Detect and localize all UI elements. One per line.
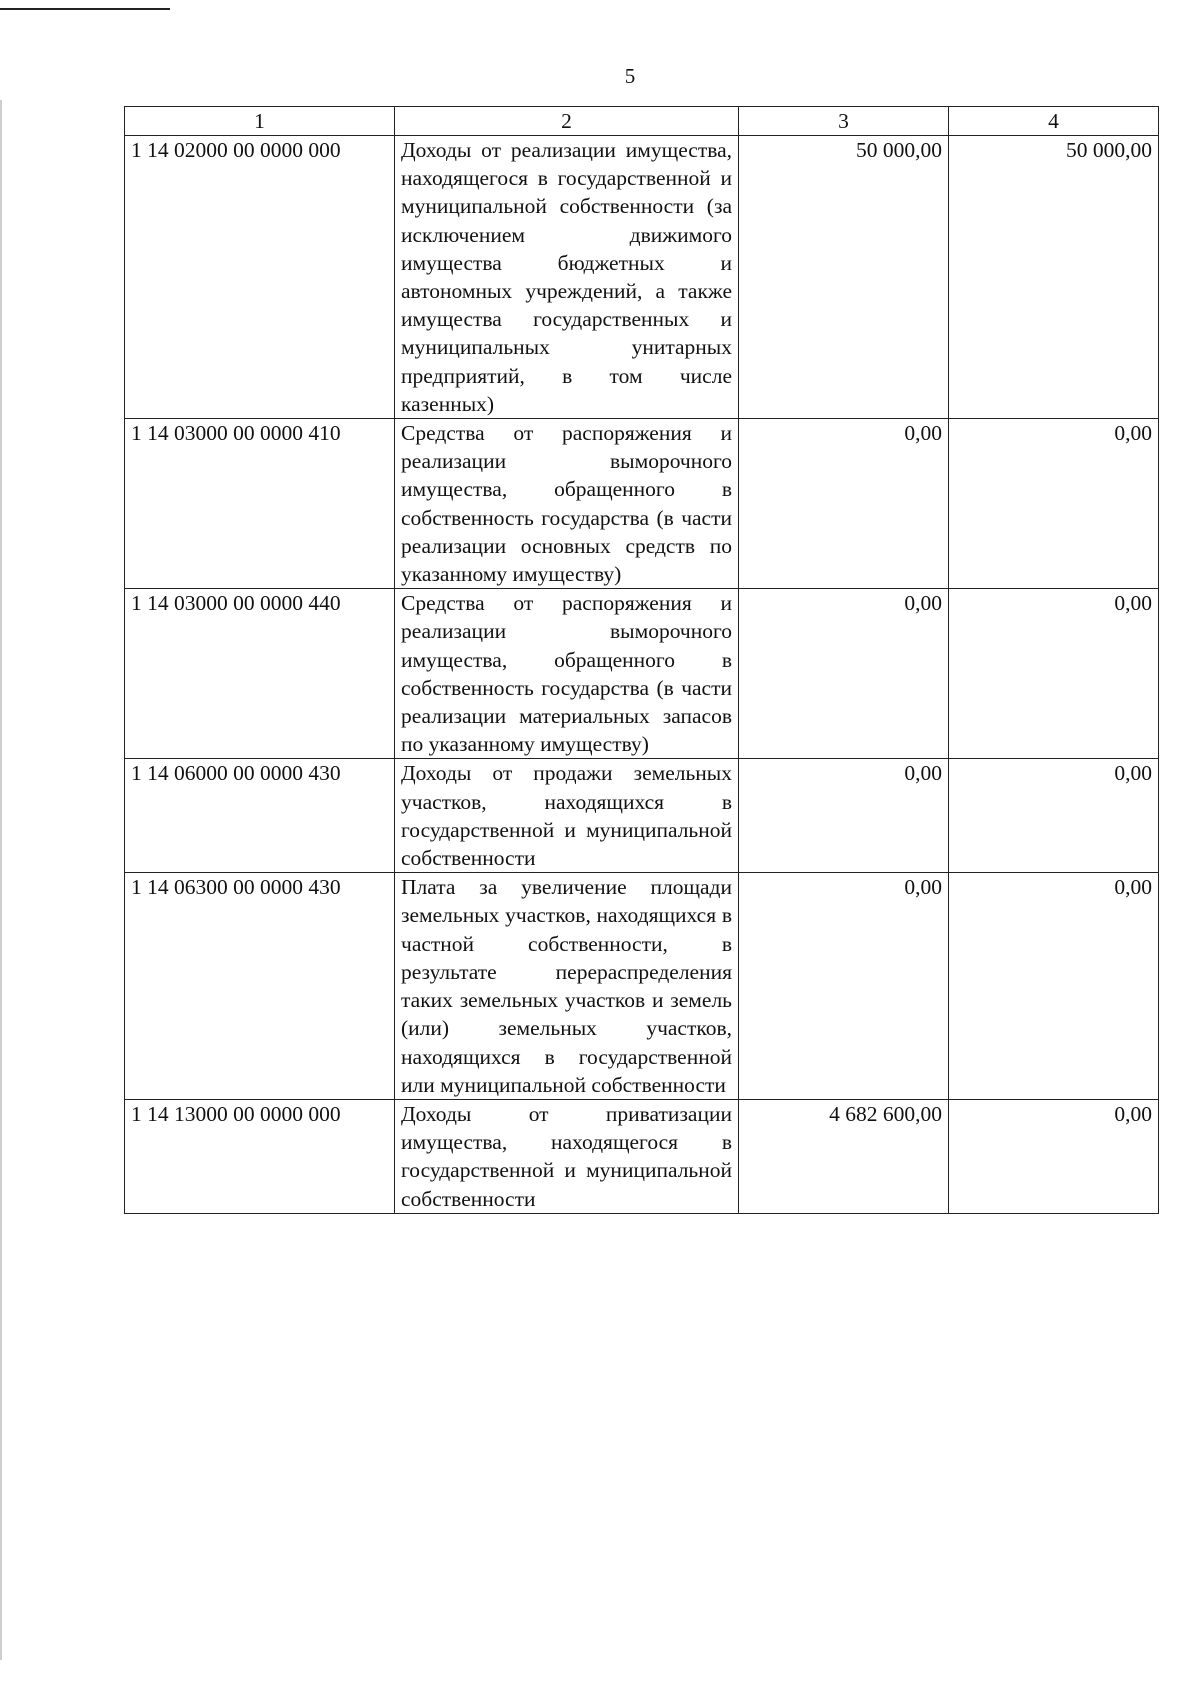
- amount-col-4: 0,00: [949, 873, 1159, 1100]
- scan-edge-mark: [0, 8, 170, 10]
- revenue-code: 1 14 13000 00 0000 000: [125, 1099, 395, 1213]
- revenue-description: Доходы от продажи земельных участков, находящихся в государственной и муниципальной собственности: [395, 759, 739, 873]
- amount-col-4: 50 000,00: [949, 136, 1159, 419]
- table-row: [125, 419, 1159, 589]
- table-body: [125, 136, 1159, 1214]
- header-col-2: 2: [395, 107, 739, 136]
- revenue-code: 1 14 06000 00 0000 430: [125, 759, 395, 873]
- revenue-description: Средства от распоряжения и реализации выморочного имущества, обращенного в собственность государства (в части реализации основных средств по указанному имуществу): [395, 419, 739, 589]
- revenue-code: 1 14 06300 00 0000 430: [125, 873, 395, 1100]
- header-row: [125, 107, 1159, 136]
- amount-col-3: 0,00: [739, 419, 949, 589]
- amount-col-4: 0,00: [949, 1099, 1159, 1213]
- amount-col-4: 0,00: [949, 419, 1159, 589]
- header-col-3: 3: [739, 107, 949, 136]
- revenue-description: Средства от распоряжения и реализации выморочного имущества, обращенного в собственность государства (в части реализации материальных запасов по указанному имуществу): [395, 589, 739, 759]
- page-number: 5: [624, 64, 636, 88]
- header-col-4: 4: [949, 107, 1159, 136]
- table-row: [125, 759, 1159, 873]
- revenue-code: 1 14 02000 00 0000 000: [125, 136, 395, 419]
- table-row: [125, 1099, 1159, 1213]
- header-col-1: 1: [125, 107, 395, 136]
- table-row: [125, 136, 1159, 419]
- scan-edge-shadow: [0, 100, 2, 1660]
- revenue-description: Доходы от приватизации имущества, находящегося в государственной и муниципальной собственности: [395, 1099, 739, 1213]
- revenue-code: 1 14 03000 00 0000 410: [125, 419, 395, 589]
- revenue-description: Доходы от реализации имущества, находящегося в государственной и муниципальной собственности (за исключением движимого имущества бюджетных и автономных учреждений, а также имущества государственных и муниципальных унитарных предприятий, в том числе казенных): [395, 136, 739, 419]
- revenue-table: [124, 106, 1159, 1214]
- amount-col-4: 0,00: [949, 589, 1159, 759]
- revenue-description: Плата за увеличение площади земельных участков, находящихся в частной собственности, в результате перераспределения таких земельных участков и земель (или) земельных участков, находящихся в государственной или муниципальной собственности: [395, 873, 739, 1100]
- amount-col-3: 0,00: [739, 589, 949, 759]
- amount-col-4: 0,00: [949, 759, 1159, 873]
- amount-col-3: 50 000,00: [739, 136, 949, 419]
- table-header: [125, 107, 1159, 136]
- amount-col-3: 4 682 600,00: [739, 1099, 949, 1213]
- revenue-code: 1 14 03000 00 0000 440: [125, 589, 395, 759]
- table-row: [125, 589, 1159, 759]
- amount-col-3: 0,00: [739, 873, 949, 1100]
- table-row: [125, 873, 1159, 1100]
- amount-col-3: 0,00: [739, 759, 949, 873]
